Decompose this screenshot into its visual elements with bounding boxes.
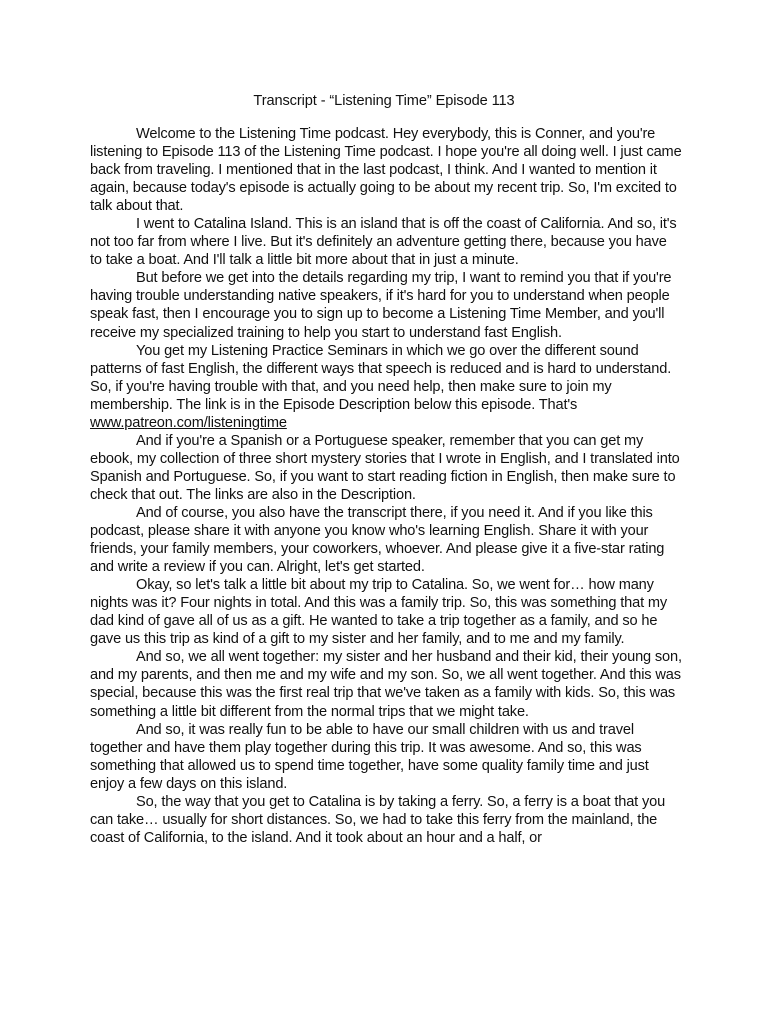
- page-title: Transcript - “Listening Time” Episode 113: [253, 93, 515, 109]
- patreon-link[interactable]: www.patreon.com/listeningtime: [90, 414, 287, 431]
- paragraph: Welcome to the Listening Time podcast. Hey everybody, this is Conner, and you're listening to Episode 113 of the Listening Time podcast. I hope you're all doing well. I just came back from traveling. I mentioned that in the last podcast, I think. And I wanted to mention it again, because today's episode is actually going to be about my recent trip. So, I'm excited to talk about that.: [90, 126, 682, 215]
- paragraph: So, the way that you get to Catalina is by taking a ferry. So, a ferry is a boat that you can take… usually for short distances. So, we had to take this ferry from the mainland, the coast of California, to the island. And it took about an hour and a half, or: [90, 793, 666, 846]
- paragraph-text: You get my Listening Practice Seminars in which we go over the different sound patterns of fast English, the different ways that speech is reduced and is hard to understand. So, if you're having trouble with that, and you need help, then make sure to join my membership. The link is in the Episode Description below this episode. That's: [90, 342, 672, 413]
- paragraph: But before we get into the details regarding my trip, I want to remind you that if you're having trouble understanding native speakers, if it's hard for you to understand when people speak fast, then I encourage you to sign up to become a Listening Time Member, and you'll receive my specialized training to help you start to understand fast English.: [90, 270, 672, 341]
- paragraph: And so, we all went together: my sister and her husband and their kid, their young son, and my parents, and then me and my wife and my son. So, we all went together. And this was special, because this was the first real trip that we've taken as a family with kids. So, this was something a little bit different from the normal trips that we might take.: [90, 649, 682, 720]
- paragraph-with-link: [90, 342, 682, 432]
- paragraph: I went to Catalina Island. This is an island that is off the coast of California. And so, it's not too far from where I live. But it's definitely an adventure getting there, because you have to take a boat. And I'll talk a little bit more about that in just a minute.: [90, 216, 677, 269]
- paragraph: And so, it was really fun to be able to have our small children with us and travel together and have them play together during this trip. It was awesome. And so, this was something that allowed us to spend time together, have some quality family time and just enjoy a few days on this island.: [90, 721, 649, 792]
- paragraph: And of course, you also have the transcript there, if you need it. And if you like this podcast, please share it with anyone you know who's learning English. Share it with your friends, your family members, your coworkers, whoever. And please give it a five-star rating and write a review if you can. Alright, let's get started.: [90, 504, 665, 576]
- paragraph: Okay, so let's talk a little bit about my trip to Catalina. So, we went for… how many nights was it? Four nights in total. And this was a family trip. So, this was something that my dad kind of gave all of us as a gift. He wanted to take a trip together as a family, and so he gave us this trip as kind of a gift to my sister and her family, and to me and my family.: [90, 577, 668, 648]
- paragraph: And if you're a Spanish or a Portuguese speaker, remember that you can get my ebook, my collection of three short mystery stories that I wrote in English, and I translated into Spanish and Portuguese. So, if you want to start reading fiction in English, then make sure to check that out. The links are also in the Description.: [90, 432, 680, 503]
- transcript-body: [90, 125, 682, 847]
